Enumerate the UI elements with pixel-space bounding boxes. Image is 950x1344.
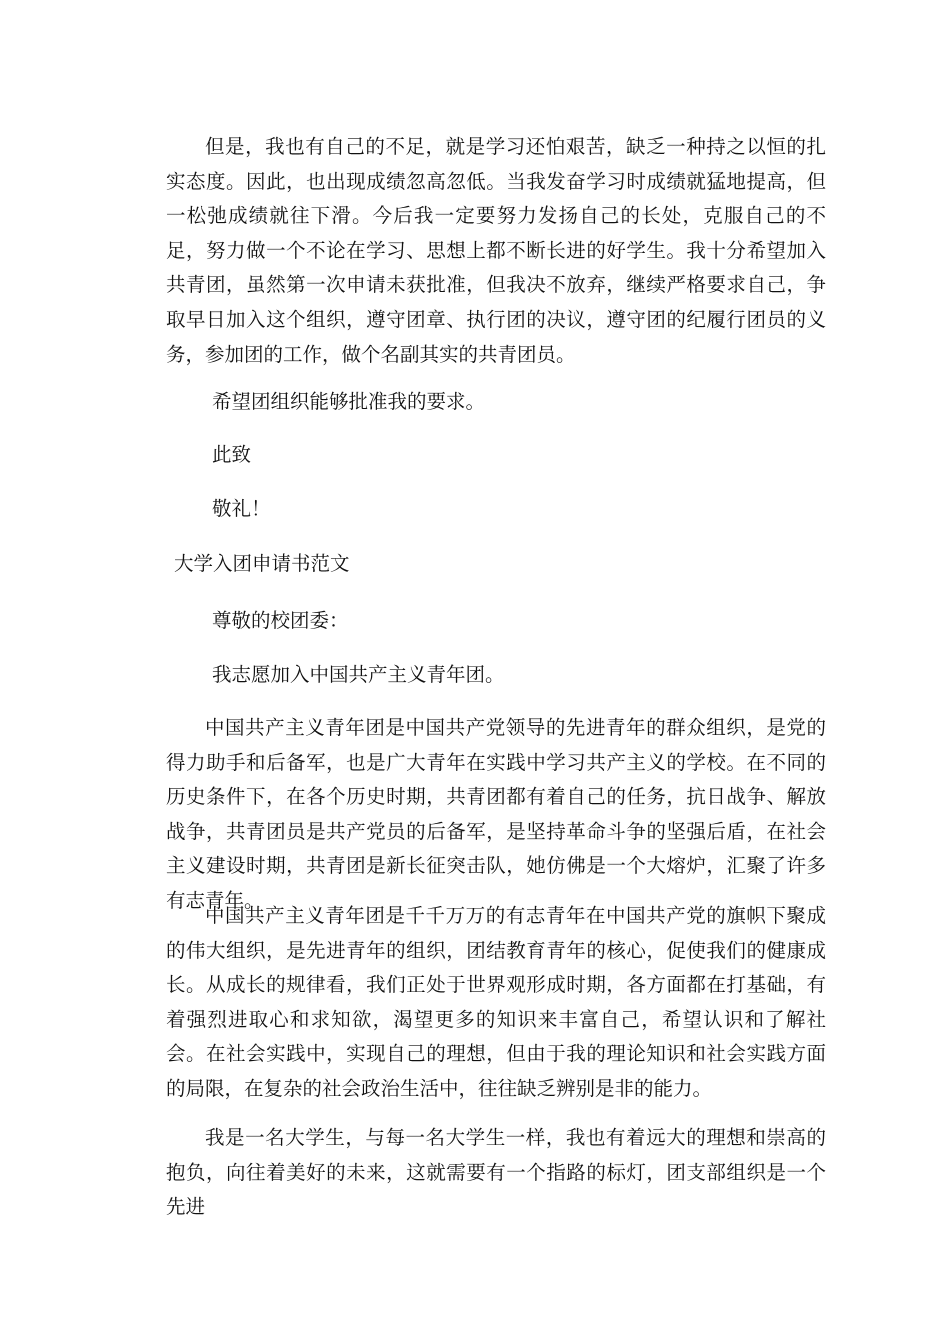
body-paragraph-student: 我是一名大学生，与每一名大学生一样，我也有着远大的理想和崇高的抱负，向往着美好的未来，这就需要有一个指路的标灯，团支部组织是一个先进 — [166, 1126, 826, 1219]
closing-salute-1: 此致 — [212, 443, 252, 466]
body-paragraph-shortcomings: 但是，我也有自己的不足，就是学习还怕艰苦，缺乏一种持之以恒的扎实态度。因此，也出现成绩忽高忽低。当我发奋学习时成绩就猛地提高，但一松弛成绩就往下滑。今后我一定要努力发扬自己的长处，克服自己的不足，努力做一个不论在学习、思想上都不断长进的好学生。我十分希望加入共青团，虽然第一次申请未获批准，但我决不放弃，继续严格要求自己，争取早日加入这个组织，遵守团章、执行团的决议，遵守团的纪履行团员的义务，参加团的工作，做个名副其实的共青团员。 — [166, 135, 826, 366]
salutation: 尊敬的校团委： — [212, 609, 349, 632]
body-paragraph-league-organization: 中国共产主义青年团是千千万万的有志青年在中国共产党的旗帜下聚成的伟大组织，是先进青年的组织，团结教育青年的核心，促使我们的健康成长。从成长的规律看，我们正处于世界观形成时期，各方面都在打基础，有着强烈进取心和求知欲，渴望更多的知识来丰富自己，希望认识和了解社会。在社会实践中，实现自己的理想，但由于我的理论知识和社会实践方面的局限，在复杂的社会政治生活中，往往缺乏辨别是非的能力。 — [166, 904, 826, 1100]
section-title: 大学入团申请书范文 — [174, 552, 350, 575]
wish-line: 希望团组织能够批准我的要求。 — [212, 390, 486, 413]
body-paragraph-league-intro: 中国共产主义青年团是中国共产党领导的先进青年的群众组织，是党的得力助手和后备军，也是广大青年在实践中学习共产主义的学校。在不同的历史条件下，在各个历史时期，共青团都有着自己的任务，抗日战争、解放战争，共青团员是共产党员的后备军，是坚持革命斗争的坚强后盾，在社会主义建设时期，共青团是新长征突击队，她仿佛是一个大熔炉，汇聚了许多有志青年。 — [166, 716, 826, 912]
closing-salute-2: 敬礼！ — [212, 497, 271, 520]
intent-line: 我志愿加入中国共产主义青年团。 — [212, 663, 505, 686]
